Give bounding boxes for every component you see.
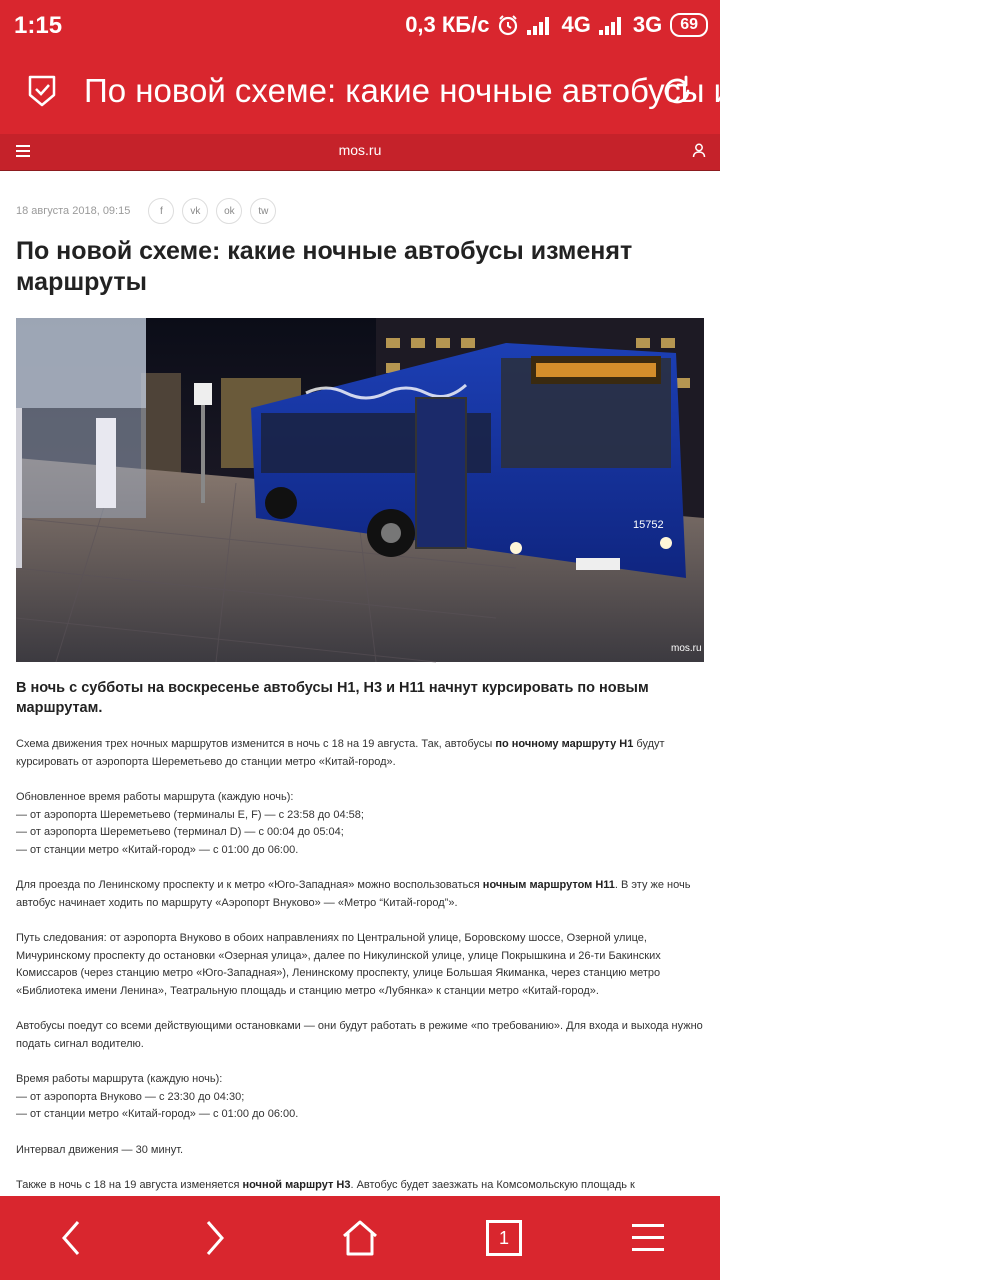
home-icon[interactable] bbox=[340, 1216, 380, 1260]
twitter-share-button[interactable]: tw bbox=[250, 198, 276, 224]
shield-check-icon[interactable] bbox=[26, 74, 58, 108]
paragraph-5: Автобусы поедут со всеми действующими остановками — они будут работать в режиме «по требованию». Для входа и выхода нужно подать сигнал водителю. bbox=[16, 1020, 703, 1050]
facebook-share-button[interactable]: f bbox=[148, 198, 174, 224]
reload-icon[interactable] bbox=[660, 74, 694, 108]
site-logo[interactable]: mos.ru bbox=[338, 142, 382, 158]
status-right bbox=[405, 12, 708, 38]
route-n11-link[interactable]: ночным маршрутом Н11 bbox=[482, 879, 615, 891]
signal-icon-2 bbox=[599, 15, 625, 35]
paragraph-4: Путь следования: от аэропорта Внуково в обоих направлениях по Центральной улице, Боровскому шоссе, Озерной улице, Мичуринскому проспекту до остановки «Озерная улица», далее по Никулинской улице, улице Покрышкина и 26-ти Бакинских Комиссаров (через станцию метро «Юго-Западная»), Ленинскому проспекту, улице Большая Якиманка, через станцию метро «Библиотека имени Ленина», Театральную площадь и станцию метро «Лубянка» к станции метро «Китай-город». bbox=[16, 932, 661, 997]
photo-watermark: mos.ru bbox=[671, 643, 702, 654]
article-photo bbox=[16, 318, 704, 662]
network-type-2: 3G bbox=[632, 12, 663, 37]
paragraph-2: Обновленное время работы маршрута (каждую ночь): — от аэропорта Шереметьево (терминалы E, F) — с 23:58 до 04:58; — от аэропорта Шереметьево (терминал D) — с 00:04 до 05:04; — от станции метро «Китай-город» — с 01:00 до 06:00. bbox=[16, 791, 364, 856]
forward-arrow-icon[interactable] bbox=[198, 1216, 230, 1260]
alarm-icon bbox=[497, 14, 519, 36]
site-header bbox=[0, 134, 720, 171]
bus-photo-illustration bbox=[16, 318, 704, 662]
signal-icon-1 bbox=[527, 15, 553, 35]
network-type-1: 4G bbox=[561, 12, 591, 37]
paragraph-8: Также в ночь с 18 на 19 августа изменяется ночной маршрут Н3. Автобус будет заезжать на Комсомольскую площадь к bbox=[16, 1179, 635, 1191]
article-date: 18 августа 2018, 09:15 bbox=[16, 205, 131, 217]
paragraph-7: Интервал движения — 30 минут. bbox=[16, 1143, 184, 1156]
status-bar bbox=[0, 0, 720, 52]
back-arrow-icon[interactable] bbox=[56, 1216, 88, 1260]
browser-app-bar bbox=[0, 52, 1008, 134]
bus-number: 15752 bbox=[633, 519, 664, 531]
paragraph-1: Схема движения трех ночных маршрутов изменится в ночь с 18 на 19 августа. Так, автобусы по ночному маршруту Н1 будут курсировать от аэропорта Шереметьево до станции метро «Китай-город». bbox=[16, 738, 665, 768]
article bbox=[16, 196, 706, 1195]
tabs-button[interactable]: 1 bbox=[486, 1220, 522, 1256]
network-speed: 0,3 КБ/с bbox=[405, 12, 490, 37]
ok-share-button[interactable]: ok bbox=[216, 198, 242, 224]
browser-bottom-bar bbox=[0, 1196, 720, 1280]
article-lead: В ночь с субботы на воскресенье автобусы Н1, Н3 и Н11 начнут курсировать по новым маршрутам. bbox=[16, 680, 649, 716]
route-n3-link[interactable]: ночной маршрут Н3 bbox=[242, 1179, 351, 1191]
menu-icon[interactable] bbox=[630, 1216, 666, 1260]
vk-share-button[interactable]: vk bbox=[182, 198, 208, 224]
paragraph-6: Время работы маршрута (каждую ночь): — от аэропорта Внуково — с 23:30 до 04:30; — от станции метро «Китай-город» — с 01:00 до 06:00. bbox=[16, 1073, 299, 1120]
paragraph-3: Для проезда по Ленинскому проспекту и к метро «Юго-Западная» можно воспользоваться ночным маршрутом Н11. В эту же ночь автобус начинает ходить по маршруту «Аэропорт Внуково» — «Метро “Китай-город”». bbox=[16, 879, 691, 909]
status-time: 1:15 bbox=[14, 12, 63, 39]
user-icon[interactable] bbox=[692, 143, 706, 158]
battery-indicator: 69 bbox=[670, 13, 708, 37]
article-title: По новой схеме: какие ночные автобусы изменят маршруты bbox=[16, 237, 633, 296]
route-n1-link[interactable]: по ночному маршруту Н1 bbox=[495, 738, 634, 750]
page-title[interactable]: По новой схеме: какие ночные автобусы изменят маршруты bbox=[84, 72, 1008, 109]
article-meta bbox=[16, 196, 706, 226]
